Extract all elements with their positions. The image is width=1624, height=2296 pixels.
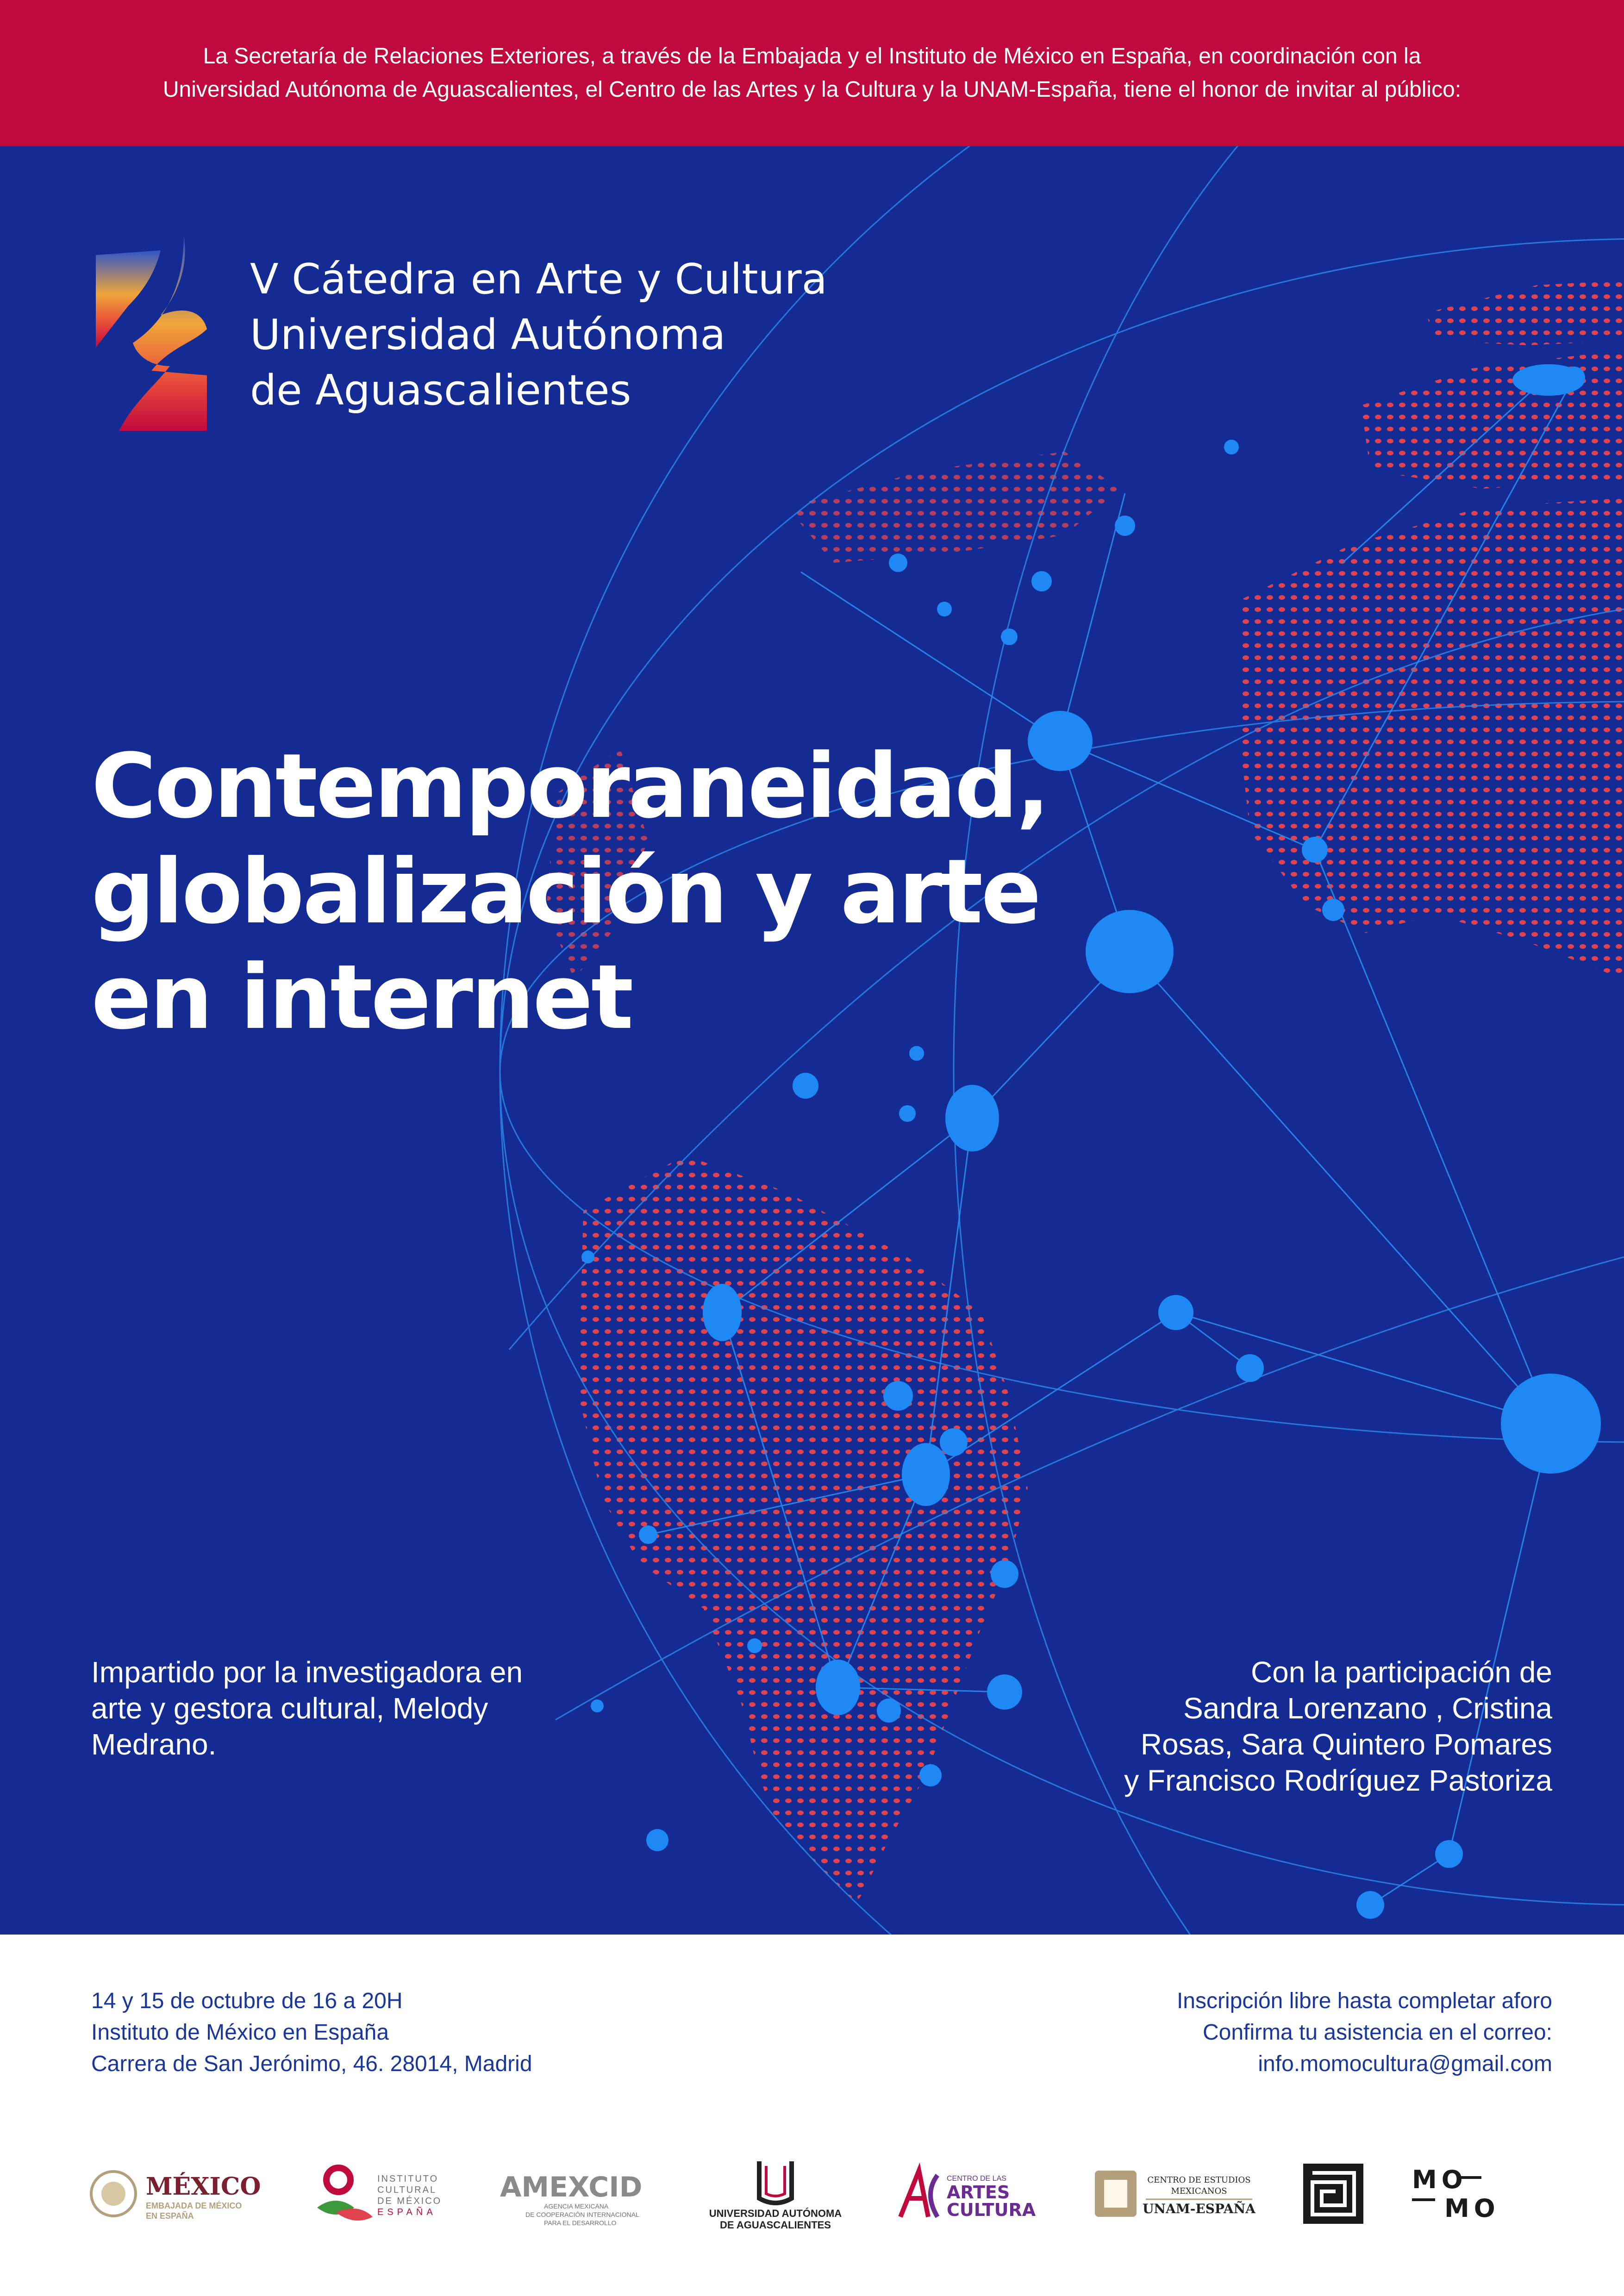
centro-line-3: CULTURA [947, 2200, 1036, 2220]
invitation-line-1: La Secretaría de Relaciones Exteriores, a través de la Embajada y el Instituto de México en España, en coordinación con la [203, 44, 1421, 68]
title-line-1: Contemporaneidad, [91, 735, 1049, 838]
instituto-line-3: DE MÉXICO [377, 2196, 442, 2206]
instituto-line-4: ESPAÑA [377, 2207, 437, 2217]
registration-line-2: Confirma tu asistencia en el correo: [1202, 2020, 1552, 2045]
mexico-logo-sub-2: EN ESPAÑA [146, 2211, 194, 2221]
catedra-flame-logo [91, 236, 212, 436]
unam-line-2: MEXICANOS [1171, 2186, 1227, 2196]
mexico-logo-title: MÉXICO [146, 2172, 261, 2201]
participants-line-1: Con la participación de [1250, 1655, 1552, 1689]
speaker-line-3: Medrano. [91, 1728, 217, 1761]
speaker-line-2: arte y gestora cultural, Melody [91, 1692, 488, 1725]
centro-artes-icon [900, 2171, 928, 2217]
event-details [91, 1985, 532, 2080]
amexcid-sub-1: AGENCIA MEXICANA [544, 2203, 609, 2210]
logo-unam-espana [1093, 2147, 1259, 2240]
registration-details [1177, 1985, 1552, 2080]
catedra-line-2: Universidad Autónoma [250, 311, 726, 359]
registration-email[interactable]: info.momocultura@gmail.com [1258, 2052, 1552, 2076]
logo-momo [1407, 2147, 1500, 2240]
unam-line-1: CENTRO DE ESTUDIOS [1147, 2175, 1251, 2185]
catedra-title [250, 252, 827, 418]
amexcid-sub-3: PARA EL DESARROLLO [544, 2219, 617, 2227]
participants-description [997, 1654, 1552, 1798]
logo-maze-emblem [1301, 2147, 1366, 2240]
participants-line-2: Sandra Lorenzano , Cristina [1183, 1692, 1552, 1725]
catedra-line-3: de Aguascalientes [250, 366, 631, 415]
participants-line-3: Rosas, Sara Quintero Pomares [1140, 1728, 1552, 1761]
logo-embajada-mexico [88, 2147, 273, 2240]
catedra-line-1: V Cátedra en Arte y Cultura [250, 255, 827, 304]
logo-universidad-autonoma [704, 2147, 847, 2240]
amexcid-sub-2: DE COOPERACIÓN INTERNACIONAL [525, 2211, 639, 2218]
participants-line-4: y Francisco Rodríguez Pastoriza [1124, 1764, 1552, 1797]
uaa-line-1: UNIVERSIDAD AUTÓNOMA [709, 2208, 842, 2219]
logo-centro-artes-cultura [891, 2147, 1049, 2240]
logo-instituto-cultural [308, 2147, 456, 2240]
speaker-description [91, 1654, 554, 1762]
title-line-3: en internet [91, 946, 632, 1049]
amexcid-title: AMEXCID [500, 2171, 643, 2203]
unam-line-3: UNAM-ESPAÑA [1143, 2201, 1255, 2216]
main-title [91, 734, 1048, 1051]
centro-line-1: CENTRO DE LAS [947, 2175, 1006, 2183]
momo-bottom: MO [1444, 2194, 1500, 2223]
invitation-line-2: Universidad Autónoma de Aguascalientes, el Centro de las Artes y la Cultura y la UNAM-España, tiene el honor de invitar al público: [162, 77, 1462, 102]
sponsor-logos [0, 2147, 1624, 2240]
logo-amexcid [498, 2147, 664, 2240]
event-address: Carrera de San Jerónimo, 46. 28014, Madrid [91, 2052, 532, 2076]
top-banner [0, 0, 1624, 146]
instituto-line-1: INSTITUTO [377, 2174, 439, 2184]
instituto-line-2: CULTURAL [377, 2185, 437, 2195]
event-date: 14 y 15 de octubre de 16 a 20H [91, 1989, 403, 2013]
title-line-2: globalización y arte [91, 840, 1040, 944]
mexico-logo-sub-1: EMBAJADA DE MÉXICO [146, 2201, 242, 2210]
momo-top: MO [1412, 2165, 1468, 2194]
uaa-line-2: DE AGUASCALIENTES [720, 2219, 831, 2231]
instituto-logo-icon [326, 2168, 350, 2192]
speaker-line-1: Impartido por la investigadora en [91, 1655, 523, 1689]
event-venue: Instituto de México en España [91, 2020, 389, 2045]
hero-section [0, 146, 1624, 1935]
centro-line-2: ARTES [947, 2182, 1010, 2203]
registration-line-1: Inscripción libre hasta completar aforo [1176, 1989, 1552, 2013]
